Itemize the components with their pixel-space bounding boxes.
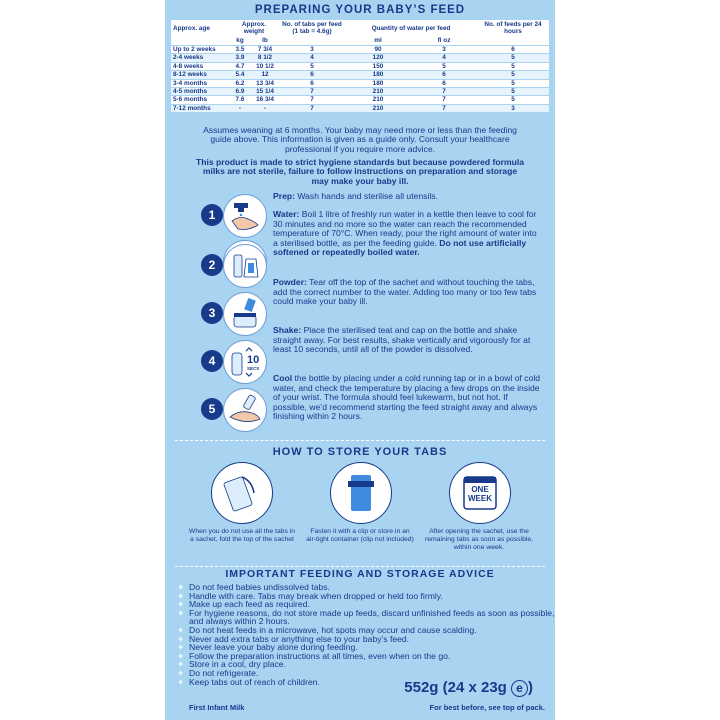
plus-icon: + <box>178 676 184 687</box>
plus-icon: + <box>178 642 184 653</box>
cell-age: 8-12 weeks <box>171 71 229 79</box>
pack-panel <box>165 0 555 720</box>
table-row <box>171 104 549 112</box>
cell-age: 4-5 months <box>171 88 229 96</box>
feeding-table <box>171 20 549 112</box>
prep-step <box>273 192 543 202</box>
cell-ml: 210 <box>345 104 411 112</box>
col-age: Approx. age <box>173 24 210 32</box>
cell-lb: 8 1/2 <box>251 54 279 62</box>
step-shake <box>273 326 543 355</box>
divider-2 <box>175 566 545 567</box>
cell-feeds: 5 <box>477 54 549 62</box>
cell-ml: 180 <box>345 79 411 87</box>
col-water: Quantity of water per feed <box>371 24 451 32</box>
cell-lb: 13 3/4 <box>251 79 279 87</box>
plus-icon: + <box>178 650 184 661</box>
estimated-sign-letter: e <box>516 681 523 695</box>
step-number-4: 4 <box>201 350 223 372</box>
estimated-sign-icon <box>511 680 528 697</box>
advice-text: Never leave your baby alone during feeding. <box>189 642 358 653</box>
cell-kg: 4.7 <box>229 62 251 70</box>
cell-lb: 16 3/4 <box>251 96 279 104</box>
unit-kg: kg <box>236 37 244 44</box>
net-weight: 552g (24 x 23g e ) <box>404 679 533 696</box>
cell-feeds: 5 <box>477 88 549 96</box>
bottle-kettle-icon <box>223 244 267 288</box>
table-row <box>171 96 549 104</box>
cell-tabs: 7 <box>279 104 345 112</box>
unit-floz: fl oz <box>437 37 451 44</box>
calendar-line1: ONE <box>471 485 489 494</box>
advice-text: Follow the preparation instructions at all times, even when on the go. <box>189 650 451 661</box>
shake-bottle-icon <box>223 340 267 384</box>
step-cool-text: the bottle by placing under a cold running tap or in a bowl of cold water, and check the temperature by placing a few drops on the inside of your wrist. The formula should feel lukewarm, but not hot. If possible, we’d recommend starting the feed straight away and always finishing within 2 hours. <box>273 373 541 422</box>
cell-feeds: 5 <box>477 79 549 87</box>
cell-tabs: 4 <box>279 54 345 62</box>
fold-sachet-icon <box>211 462 273 524</box>
cell-floz: 6 <box>411 79 477 87</box>
plus-icon: + <box>178 667 184 678</box>
advice-text: Handle with care. Tabs may break when dropped or held too firmly. <box>189 590 443 601</box>
cell-floz: 3 <box>411 46 477 54</box>
col-tabs-note: (1 tab = 4.6g) <box>292 28 332 35</box>
step-water-bold: Do not use artificially softened or repeatedly boiled water. <box>273 237 527 258</box>
step-water-text: Boil 1 litre of freshly run water in a kettle then leave to cool for 30 minutes and no more so the water can reach the recommended temperature of 70°C. When ready, pour the right amount of water into a sterilised bottle, as per the feeding guide. <box>273 209 537 248</box>
plus-icon: + <box>178 607 184 618</box>
cell-ml: 90 <box>345 46 411 54</box>
plus-icon: + <box>178 582 184 592</box>
table-row <box>171 88 549 96</box>
advice-text: Never add extra tabs or anything else to your baby’s feed. <box>189 633 410 644</box>
step-powder-text: Tear off the top of the sachet and without touching the tabs, add the correct number to the water. Adding too many or too few tabs could make your baby ill. <box>273 277 537 307</box>
col-weight: Approx. weight <box>241 21 267 35</box>
storage-title: HOW TO STORE YOUR TABS <box>272 446 448 458</box>
advice-text: Make up each feed as required. <box>189 599 310 610</box>
cell-age: 3-4 months <box>171 79 229 87</box>
advice-text: Keep tabs out of reach of children. <box>189 676 320 687</box>
best-before-note: For best before, see top of pack. <box>429 703 545 712</box>
cell-tabs: 6 <box>279 71 345 79</box>
cell-tabs: 6 <box>279 79 345 87</box>
cell-tabs: 3 <box>279 46 345 54</box>
plus-icon: + <box>178 590 184 601</box>
cell-feeds: 5 <box>477 96 549 104</box>
cell-feeds: 5 <box>477 62 549 70</box>
cell-kg: 5.4 <box>229 71 251 79</box>
list-item <box>178 607 555 627</box>
cell-floz: 4 <box>411 54 477 62</box>
table-row <box>171 54 549 62</box>
table-row <box>171 62 549 70</box>
wrist-test-icon <box>223 388 267 432</box>
step-number-3: 3 <box>201 302 223 324</box>
step-water-label: Water: <box>273 209 300 219</box>
cell-feeds: 6 <box>477 46 549 54</box>
divider-1 <box>175 440 545 441</box>
step-cool <box>273 374 543 422</box>
shake-seconds: 10 <box>247 354 260 366</box>
advice-list <box>165 583 555 686</box>
table-row <box>171 46 549 54</box>
cell-floz: 5 <box>411 62 477 70</box>
advice-text: Do not feed babies undissolved tabs. <box>189 582 330 592</box>
unit-ml: ml <box>374 37 382 44</box>
cell-ml: 210 <box>345 88 411 96</box>
step-powder <box>273 278 543 307</box>
cell-tabs: 7 <box>279 96 345 104</box>
cell-lb: 10 1/2 <box>251 62 279 70</box>
calendar-line2: WEEK <box>468 494 492 503</box>
cell-kg: 3.9 <box>229 54 251 62</box>
cell-feeds: 5 <box>477 71 549 79</box>
storage-caption-1: When you do not use all the tabs in a sachet, fold the top of the sachet <box>188 528 296 543</box>
step-number-2: 2 <box>201 254 223 276</box>
cell-age: 7-12 months <box>171 104 229 112</box>
advice-text: Do not refrigerate. <box>189 667 259 678</box>
hygiene-warning: This product is made to strict hygiene standards but because powdered formula milks are not sterile, failure to follow instructions on preparation and storage may make your baby ill. <box>195 157 525 186</box>
cell-lb: 12 <box>251 71 279 79</box>
col-tabs-label: No. of tabs per feed <box>282 21 342 28</box>
cell-tabs: 7 <box>279 88 345 96</box>
step-number-1: 1 <box>201 204 223 226</box>
advice-section <box>165 568 555 686</box>
cell-floz: 7 <box>411 96 477 104</box>
cell-age: 4-8 weeks <box>171 62 229 70</box>
feeding-table-wrap <box>165 20 555 112</box>
clip-container-icon <box>330 462 392 524</box>
cell-ml: 210 <box>345 96 411 104</box>
prep-label: Prep: <box>273 191 295 201</box>
step-shake-label: Shake: <box>273 325 302 335</box>
feeding-title: PREPARING YOUR BABY’S FEED <box>254 4 466 16</box>
plus-icon: + <box>178 599 184 610</box>
cell-kg: 7.6 <box>229 96 251 104</box>
cell-kg: 6.9 <box>229 88 251 96</box>
cell-lb: 7 3/4 <box>251 46 279 54</box>
advice-text: For hygiene reasons, do not store made up feeds, discard unfinished feeds as soon as possible, and always within 2 hours. <box>189 607 555 627</box>
advice-text: Do not heat feeds in a microwave, hot spots may occur and cause scalding. <box>189 624 477 635</box>
table-row <box>171 71 549 79</box>
prep-text: Wash hands and sterilise all utensils. <box>294 191 438 201</box>
cell-floz: 6 <box>411 71 477 79</box>
cell-tabs: 5 <box>279 62 345 70</box>
cell-kg: 3.5 <box>229 46 251 54</box>
feeding-note: Assumes weaning at 6 months. Your baby may need more or less than the feeding guide above. This information is given as a guide only. Consult your healthcare professional if you require more advice. <box>203 125 517 154</box>
unit-lb: lb <box>262 37 268 44</box>
advice-text: Store in a cool, dry place. <box>189 659 286 670</box>
step-cool-label: Cool <box>273 373 293 383</box>
cell-feeds: 3 <box>477 104 549 112</box>
step-shake-text: Place the sterilised teat and cap on the bottle and shake straight away. For best results, shake vertically and vigorously for at least 10 seconds, until all of the powder is dissolved. <box>273 325 531 355</box>
step-powder-label: Powder: <box>273 277 307 287</box>
storage-caption-2: Fasten it with a clip or store in an air-tight container (clip not included) <box>306 528 414 543</box>
cell-lb: 15 1/4 <box>251 88 279 96</box>
net-weight-text: 552g (24 x 23g <box>404 679 507 696</box>
plus-icon: + <box>178 633 184 644</box>
step-water <box>273 210 543 258</box>
plus-icon: + <box>178 624 184 635</box>
storage-caption-3: After opening the sachet, use the remaining tabs as soon as possible, within one week. <box>424 528 534 551</box>
sachet-pour-icon <box>223 292 267 336</box>
col-feeds: No. of feeds per 24 hours <box>484 21 542 35</box>
cell-age: Up to 2 weeks <box>171 46 229 54</box>
advice-title: IMPORTANT FEEDING AND STORAGE ADVICE <box>225 568 495 580</box>
calendar-icon <box>449 462 511 524</box>
cell-ml: 180 <box>345 71 411 79</box>
hands-washing-icon <box>223 194 267 238</box>
col-tabs <box>279 20 345 36</box>
plus-icon: + <box>178 659 184 670</box>
product-name: First Infant Milk <box>189 703 245 712</box>
cell-age: 5-6 months <box>171 96 229 104</box>
cell-kg: - <box>229 104 251 112</box>
cell-ml: 150 <box>345 62 411 70</box>
cell-floz: 7 <box>411 104 477 112</box>
cell-floz: 7 <box>411 88 477 96</box>
cell-lb: - <box>251 104 279 112</box>
table-row <box>171 79 549 87</box>
cell-age: 2-4 weeks <box>171 54 229 62</box>
cell-kg: 6.2 <box>229 79 251 87</box>
shake-seconds-unit: SECS <box>247 366 260 371</box>
cell-ml: 120 <box>345 54 411 62</box>
step-number-5: 5 <box>201 398 223 420</box>
